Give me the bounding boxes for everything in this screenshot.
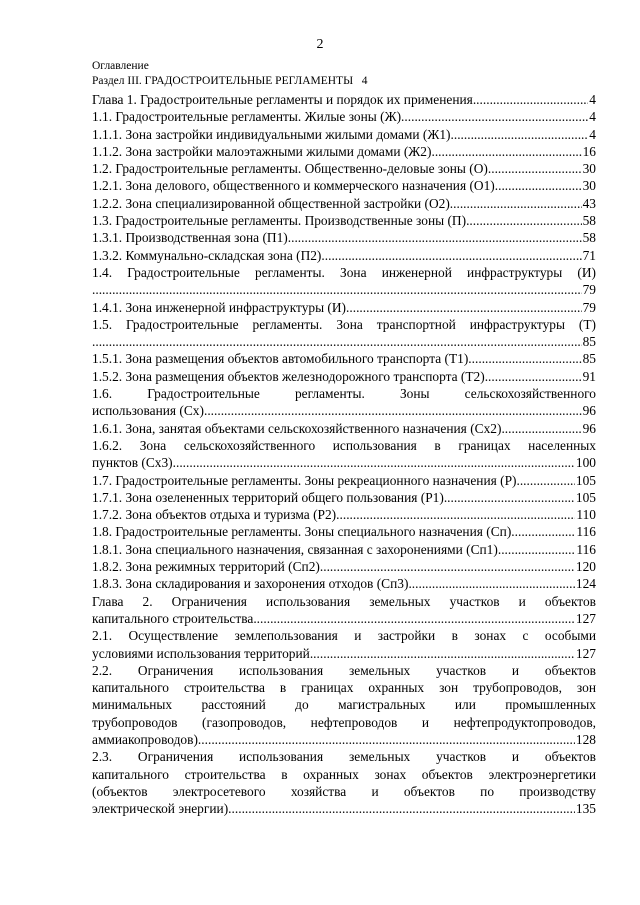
toc-entry-page: 105	[575, 489, 596, 505]
dot-leader	[204, 402, 582, 419]
dot-leader	[228, 800, 575, 817]
toc-entry[interactable]	[92, 420, 596, 437]
toc-entry-title: 1.2.1. Зона делового, общественного и коммерческого назначения (О1)	[92, 178, 495, 194]
toc-entry-page: 124	[575, 576, 596, 592]
toc-entry-page: 4	[589, 126, 596, 142]
dot-leader	[498, 541, 576, 558]
dot-leader	[501, 420, 581, 437]
dot-leader	[253, 610, 575, 627]
toc-entry-page: 105	[575, 472, 596, 488]
toc-entry-title: 1.8.2. Зона режимных территорий (Сп2)	[92, 559, 320, 575]
toc-title: Оглавление	[92, 60, 149, 72]
toc-entry-page: 79	[582, 299, 596, 315]
toc-entry-page: 128	[575, 731, 596, 747]
toc-entry-page: 58	[582, 230, 596, 246]
toc-entry-title-cont: капитального строительства	[92, 610, 254, 626]
toc-entry-title: 1.1. Градостроительные регламенты. Жилые зоны (Ж)	[92, 109, 402, 125]
toc-entry-title: 1.5. Градостроительные регламенты. Зона транспортной инфраструктуры (Т)	[92, 316, 596, 332]
dot-leader	[488, 160, 582, 177]
dot-leader	[451, 126, 589, 143]
toc-entry-page: 91	[582, 368, 596, 384]
toc-entry-title-cont: трубопроводов (газопроводов, нефтепроводов и нефтепродуктопроводов,	[92, 714, 596, 730]
toc-entry[interactable]	[92, 368, 596, 385]
toc-entry[interactable]	[92, 316, 596, 351]
toc-entry-page: 127	[575, 645, 596, 661]
dot-leader	[408, 575, 574, 592]
toc-entry-title: 2.3. Ограничения использования земельных участков и объектов	[92, 749, 596, 765]
toc-entry-title: 1.8. Градостроительные регламенты. Зоны специального назначения (Сп).	[92, 524, 515, 540]
toc-entry[interactable]	[92, 558, 596, 575]
dot-leader	[346, 299, 582, 316]
toc-entry[interactable]	[92, 575, 596, 592]
toc-entry[interactable]	[92, 160, 596, 177]
toc-entry-title: 1.3.1. Производственная зона (П1)	[92, 230, 288, 246]
toc-entry-title-cont: аммиакопроводов)	[92, 731, 198, 747]
toc-entry-page: 116	[576, 524, 596, 540]
toc-entry-title: 1.2. Градостроительные регламенты. Общественно-деловые зоны (О)	[92, 161, 488, 177]
toc-entry-title: Глава 1. Градостроительные регламенты и порядок их применения	[92, 92, 473, 107]
toc-entry[interactable]	[92, 195, 596, 212]
toc-entry[interactable]	[92, 627, 596, 662]
dot-leader	[495, 177, 582, 194]
dot-leader	[336, 506, 575, 523]
dot-leader	[401, 108, 588, 125]
toc-entry[interactable]	[92, 593, 596, 628]
toc-entry-page: 110	[576, 507, 596, 523]
toc-entry-title: 1.3.2. Коммунально-складская зона (П2)	[92, 247, 322, 263]
toc-entry-page: 135	[575, 801, 596, 817]
toc-entry-title-cont: (объектов электросетевого хозяйства и объектов по производству	[92, 783, 596, 799]
toc-entry[interactable]	[92, 385, 596, 420]
toc-entry-title: 1.8.3. Зона складирования и захоронения отходов (Сп3)	[92, 576, 409, 592]
toc-entry-page: 96	[582, 403, 596, 419]
table-of-contents	[92, 91, 596, 817]
toc-entry-title: 2.2. Ограничения использования земельных участков и объектов	[92, 662, 596, 678]
toc-entry-title: 1.2.2. Зона специализированной общественной застройки (О2)	[92, 195, 450, 211]
dot-leader	[320, 558, 575, 575]
toc-entry-title: 1.5.1. Зона размещения объектов автомобильного транспорта (Т1)	[92, 351, 469, 367]
toc-entry-title: 1.6.2. Зона сельскохозяйственного использования в границах населенных	[92, 437, 596, 453]
toc-entry-title: 2.1. Осуществление землепользования и застройки в зонах с особыми	[92, 628, 596, 644]
toc-entry-page: 71	[582, 247, 596, 263]
toc-entry[interactable]	[92, 143, 596, 160]
toc-entry-title-cont: условиями использования территорий	[92, 645, 310, 661]
toc-entry[interactable]	[92, 126, 596, 143]
dot-leader	[431, 143, 581, 160]
section-heading: Раздел III. ГРАДОСТРОИТЕЛЬНЫЕ РЕГЛАМЕНТЫ 4	[92, 75, 368, 87]
toc-entry[interactable]	[92, 350, 596, 367]
page-number: 2	[316, 37, 324, 52]
toc-entry-page: 120	[575, 559, 596, 575]
toc-entry[interactable]	[92, 247, 596, 264]
dot-leader	[468, 350, 581, 367]
toc-entry-title: 1.4.1. Зона инженерной инфраструктуры (И)	[92, 299, 347, 315]
toc-entry-page: 43	[582, 195, 596, 211]
toc-entry-title-cont: капитального строительства в границах охранных зон трубопроводов, зон	[92, 680, 596, 696]
dot-leader	[473, 91, 588, 108]
toc-entry-page: 30	[582, 161, 596, 177]
toc-entry[interactable]	[92, 472, 596, 489]
toc-entry[interactable]	[92, 437, 596, 472]
toc-entry-title-cont: электрической энергии)	[92, 801, 229, 817]
toc-entry[interactable]	[92, 212, 596, 229]
dot-leader	[485, 368, 582, 385]
toc-entry[interactable]	[92, 299, 596, 316]
toc-entry-title: 1.1.2. Зона застройки малоэтажными жилыми домами (Ж2)	[92, 143, 432, 159]
dot-leader	[516, 472, 574, 489]
toc-entry[interactable]	[92, 541, 596, 558]
toc-entry-page: 30	[582, 178, 596, 194]
toc-entry-title-cont: использования (Сх)	[92, 403, 204, 419]
toc-entry-page: 16	[582, 143, 596, 159]
dot-leader	[444, 489, 575, 506]
toc-entry-page: 58	[582, 213, 596, 229]
toc-entry-title: 1.7.2. Зона объектов отдыха и туризма (Р2)	[92, 507, 337, 523]
dot-leader	[198, 731, 575, 748]
toc-entry-page: 85	[582, 334, 596, 350]
dot-leader	[321, 247, 581, 264]
toc-entry-title: 1.6. Градостроительные регламенты. Зоны сельскохозяйственного	[92, 386, 596, 402]
toc-entry-page: 100	[575, 455, 596, 471]
toc-entry-title: 1.7.1. Зона озелененных территорий общего пользования (Р1)	[92, 489, 444, 505]
toc-entry-page: 4	[589, 109, 596, 125]
toc-entry-title: Глава 2. Ограничения использования земельных участков и объектов	[92, 593, 596, 609]
toc-entry-page: 79	[582, 282, 596, 298]
dot-leader	[92, 281, 582, 298]
dot-leader	[288, 229, 582, 246]
toc-entry-page: 4	[589, 92, 596, 107]
toc-entry-page: 85	[582, 351, 596, 367]
dot-leader	[450, 195, 582, 212]
toc-entry[interactable]	[92, 662, 596, 748]
toc-entry-page: 127	[575, 610, 596, 626]
toc-entry[interactable]	[92, 108, 596, 125]
dot-leader	[466, 212, 582, 229]
toc-entry-title-cont: капитального строительства в охранных зонах объектов электроэнергетики	[92, 766, 596, 782]
toc-entry-title: 1.1.1. Зона застройки индивидуальными жилыми домами (Ж1)	[92, 126, 451, 142]
toc-entry-title: 1.3. Градостроительные регламенты. Производственные зоны (П)	[92, 213, 467, 229]
toc-entry[interactable]	[92, 229, 596, 246]
toc-entry-page: 116	[576, 541, 596, 557]
dot-leader	[515, 523, 576, 540]
toc-entry-title: 1.4. Градостроительные регламенты. Зона инженерной инфраструктуры (И)	[92, 264, 596, 280]
toc-entry-page: 96	[582, 420, 596, 436]
toc-entry-title: 1.5.2. Зона размещения объектов железнодорожного транспорта (Т2)	[92, 368, 485, 384]
toc-entry[interactable]	[92, 91, 596, 108]
toc-entry[interactable]	[92, 748, 596, 817]
toc-entry-title: 1.6.1. Зона, занятая объектами сельскохозяйственного назначения (Сх2)	[92, 420, 502, 436]
toc-entry-title: 1.8.1. Зона специального назначения, связанная с захоронениями (Сп1)	[92, 541, 498, 557]
toc-entry-title-cont: минимальных расстояний до магистральных или промышленных	[92, 697, 596, 713]
toc-entry-title-cont: пунктов (Сх3)	[92, 455, 173, 471]
dot-leader	[173, 454, 575, 471]
toc-entry[interactable]	[92, 177, 596, 194]
toc-entry[interactable]	[92, 489, 596, 506]
dot-leader	[310, 645, 575, 662]
toc-entry[interactable]	[92, 506, 596, 523]
dot-leader	[92, 333, 582, 350]
toc-entry[interactable]	[92, 264, 596, 299]
toc-entry[interactable]	[92, 523, 596, 540]
toc-entry-title: 1.7. Градостроительные регламенты. Зоны рекреационного назначения (Р)	[92, 472, 517, 488]
